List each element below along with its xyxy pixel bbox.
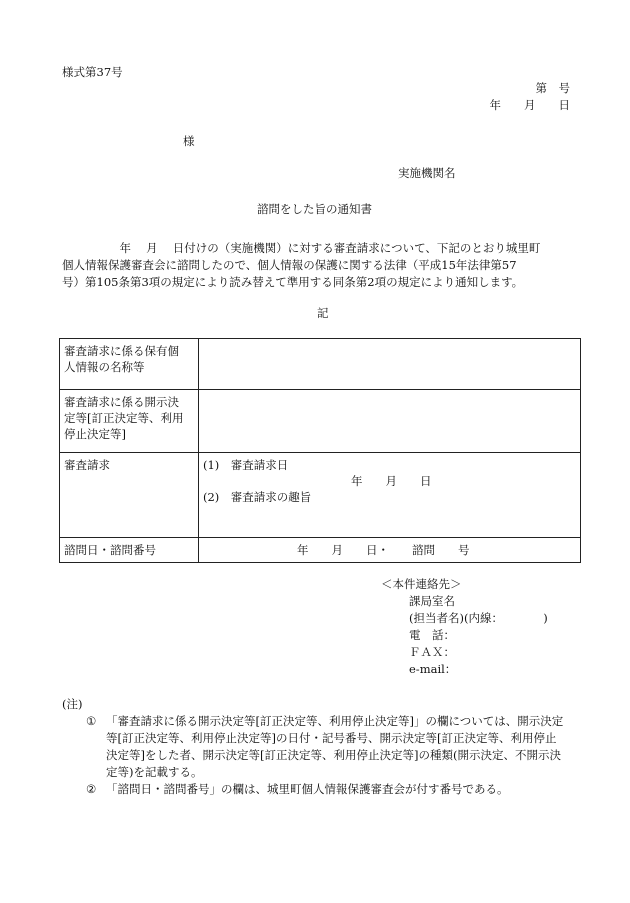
request-date-item: (1) 審査請求日: [203, 458, 289, 472]
note-line: 「諮問日・諮問番号」の欄は、城里町個人情報保護審査会が付す番号である。: [106, 782, 509, 796]
table-row: [60, 453, 581, 538]
row-label: [60, 339, 199, 390]
details-table: [59, 338, 581, 563]
row-label: [60, 538, 199, 563]
sender-agency: 実施機関名: [398, 166, 456, 180]
row-label: [60, 453, 199, 538]
row-value: [199, 339, 581, 390]
row-value: [199, 390, 581, 453]
note-line: 定等)を記載する。: [106, 765, 203, 779]
contact-heading: ＜本件連絡先＞: [381, 577, 462, 591]
document-number: 第 号: [535, 81, 570, 95]
table-row: [60, 390, 581, 453]
note-number: ①: [86, 714, 97, 728]
form-number: 様式第37号: [62, 65, 123, 79]
table-row: [60, 538, 581, 563]
label-line: 停止決定等]: [64, 427, 126, 441]
contact-fax: ＦＡＸ：: [409, 645, 455, 659]
notes-heading: (注): [62, 697, 83, 711]
notes-section: [62, 696, 592, 798]
body-line: 年 月 日付けの（実施機関）に対する審査請求について、下記のとおり城里町: [62, 241, 541, 255]
inquiry-date-number: 年 月 日・ 諮問 号: [297, 543, 470, 557]
note-item: [62, 781, 592, 798]
body-paragraph: [62, 240, 592, 291]
document-title: 諮問をした旨の通知書: [257, 202, 372, 216]
row-label: [60, 390, 199, 453]
contact-dept: 課局室名: [409, 594, 455, 608]
label-line: 審査請求: [64, 458, 110, 472]
table-row: [60, 339, 581, 390]
note-line: 等[訂正決定等、利用停止決定等]の日付・記号番号、開示決定等[訂正決定等、利用停止: [106, 731, 557, 745]
body-line: 個人情報保護審査会に諮問したので、個人情報の保護に関する法律（平成15年法律第57: [62, 258, 517, 272]
row-value: [199, 538, 581, 563]
contact-phone: 電 話：: [409, 628, 455, 642]
contact-email: e-mail：: [409, 662, 457, 676]
label-line: 人情報の名称等: [64, 360, 145, 374]
note-line: 「審査請求に係る開示決定等[訂正決定等、利用停止決定等]」の欄については、開示決定: [106, 714, 564, 728]
note-line: 決定等]をした者、開示決定等[訂正決定等、利用停止決定等]の種類(開示決定、不開示決: [106, 748, 561, 762]
body-line: 号）第105条第3項の規定により読み替えて準用する同条第2項の規定により通知します。: [62, 275, 524, 289]
contact-block: [381, 576, 548, 678]
contact-person: (担当者名)(内線： ): [409, 611, 548, 625]
label-line: 定等[訂正決定等、利用: [64, 411, 184, 425]
label-line: 審査請求に係る保有個: [64, 344, 179, 358]
label-line: 諮問日・諮問番号: [64, 543, 156, 557]
request-purpose-item: (2) 審査請求の趣旨: [203, 490, 312, 504]
request-date-value: 年 月 日: [351, 474, 432, 488]
row-value: [199, 453, 581, 538]
note-item: [62, 713, 592, 781]
note-number: ②: [86, 782, 97, 796]
document-date: 年 月 日: [489, 98, 570, 112]
label-line: 審査請求に係る開示決: [64, 395, 179, 409]
ki-label: 記: [317, 306, 329, 320]
addressee: 様: [183, 134, 195, 148]
